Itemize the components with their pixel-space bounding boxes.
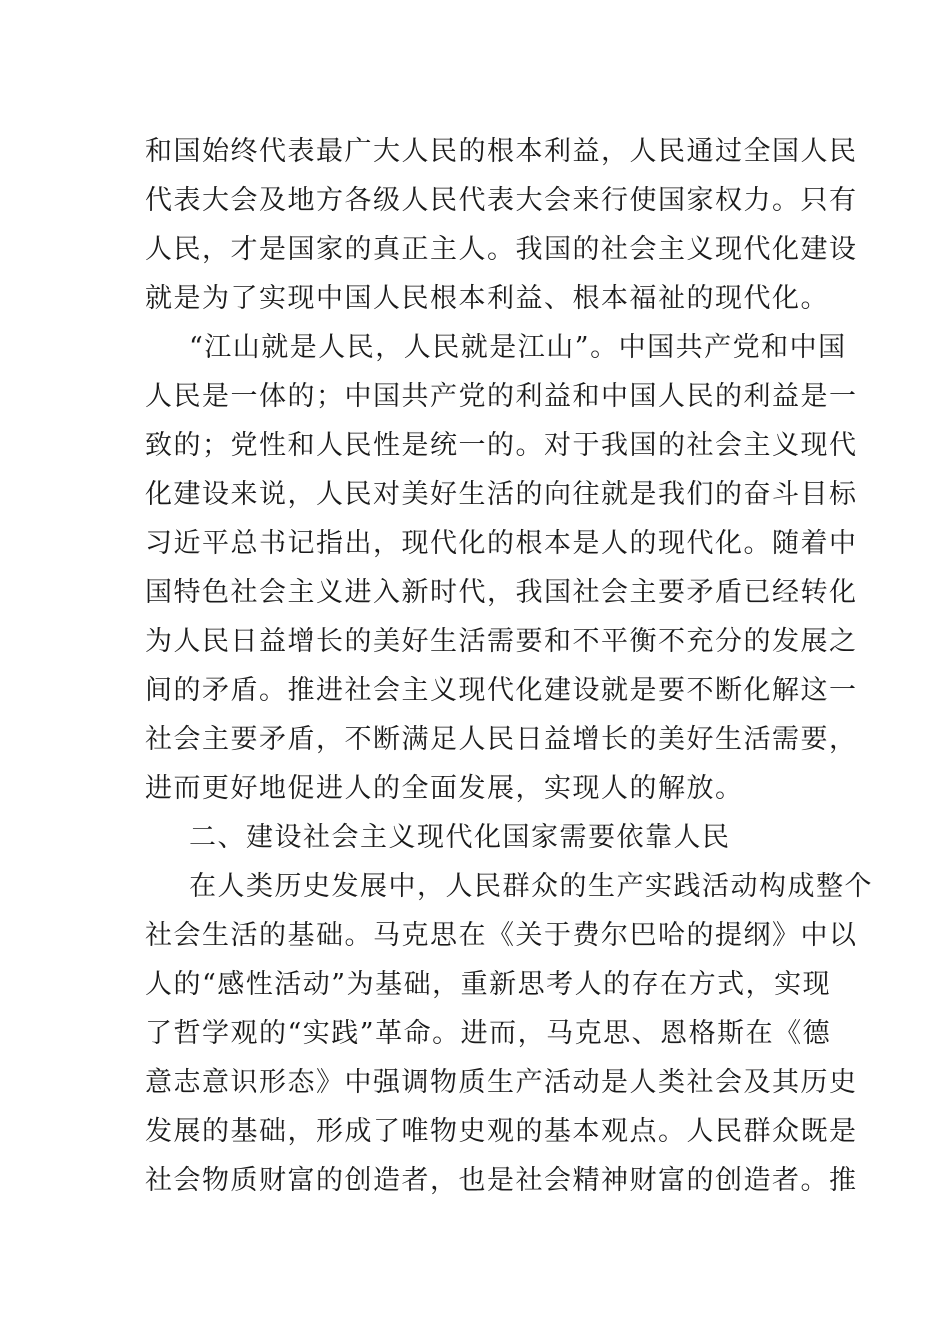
- text-line: 社会主要矛盾，不断满足人民日益增长的美好生活需要，: [145, 724, 858, 755]
- text-line: 和国始终代表最广大人民的根本利益，人民通过全国人民: [145, 136, 858, 167]
- text-line: 致的；党性和人民性是统一的。对于我国的社会主义现代: [145, 430, 858, 461]
- text-line: 代表大会及地方各级人民代表大会来行使国家权力。只有: [145, 185, 858, 216]
- paragraph-start-line: “江山就是人民，人民就是江山”。中国共产党和中国: [189, 332, 847, 363]
- text-line: 社会物质财富的创造者，也是社会精神财富的创造者。推: [145, 1165, 858, 1196]
- text-line: 人民是一体的；中国共产党的利益和中国人民的利益是一: [145, 381, 858, 412]
- text-line: 人民，才是国家的真正主人。我国的社会主义现代化建设: [145, 234, 858, 265]
- text-line: 习近平总书记指出，现代化的根本是人的现代化。随着中: [145, 528, 858, 559]
- paragraph-start-line: 在人类历史发展中，人民群众的生产实践活动构成整个: [189, 871, 873, 902]
- document-body: [145, 127, 873, 1205]
- section-heading: 二、建设社会主义现代化国家需要依靠人民: [189, 822, 731, 853]
- text-line: 间的矛盾。推进社会主义现代化建设就是要不断化解这一: [145, 675, 858, 706]
- text-line: 发展的基础，形成了唯物史观的基本观点。人民群众既是: [145, 1116, 858, 1147]
- text-line: 化建设来说，人民对美好生活的向往就是我们的奋斗目标: [145, 479, 858, 510]
- text-line: 为人民日益增长的美好生活需要和不平衡不充分的发展之: [145, 626, 858, 657]
- text-line: 进而更好地促进人的全面发展，实现人的解放。: [145, 773, 744, 804]
- text-line: 就是为了实现中国人民根本利益、根本福祉的现代化。: [145, 283, 829, 314]
- text-line: 了哲学观的“实践”革命。进而，马克思、恩格斯在《德: [145, 1018, 832, 1049]
- text-line: 人的“感性活动”为基础，重新思考人的存在方式，实现: [145, 969, 832, 1000]
- text-line: 国特色社会主义进入新时代，我国社会主要矛盾已经转化: [145, 577, 858, 608]
- text-line: 意志意识形态》中强调物质生产活动是人类社会及其历史: [145, 1067, 858, 1098]
- text-line: 社会生活的基础。马克思在《关于费尔巴哈的提纲》中以: [145, 920, 858, 951]
